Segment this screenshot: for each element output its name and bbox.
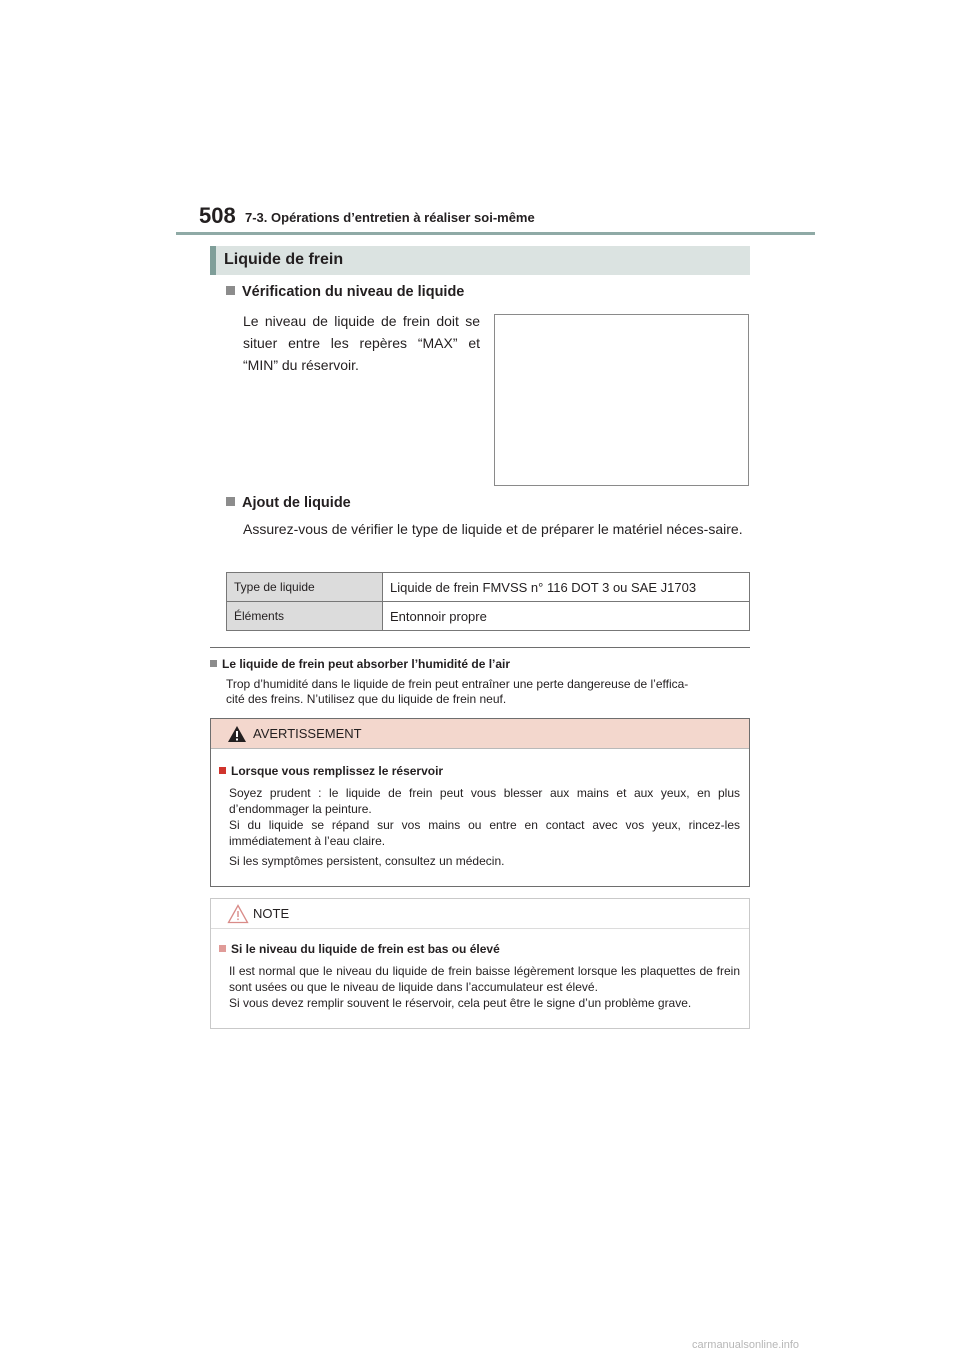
notice-subheading: [219, 942, 500, 956]
add-fluid-heading-text: Ajout de liquide: [242, 495, 351, 511]
page-number: 508: [199, 203, 236, 228]
check-level-text: Le niveau de liquide de frein doit se situer entre les repères “MAX” et “MIN” du réservoir.: [243, 313, 480, 373]
warning-paragraph: Si les symptômes persistent, consultez un médecin.: [229, 854, 505, 868]
add-fluid-text: Assurez-vous de vérifier le type de liquide et de préparer le matériel néces-saire.: [243, 521, 743, 537]
spec-table: [226, 572, 750, 631]
warning-subheading-text: Lorsque vous remplissez le réservoir: [231, 764, 444, 778]
caution-triangle-icon: [227, 904, 249, 924]
section-title: Liquide de frein: [224, 251, 344, 268]
section-divider: [210, 647, 750, 648]
info-note-heading-text: Le liquide de frein peut absorber l’humidité de l’air: [222, 657, 511, 671]
warning-paragraph: Si du liquide se répand sur vos mains ou entre en contact avec vos yeux, rincez-les immédiatement à l’eau claire.: [229, 818, 740, 848]
table-row: [227, 573, 750, 602]
info-note-heading: [210, 657, 510, 671]
reservoir-illustration-frame: [494, 314, 749, 486]
warning-header: [211, 719, 749, 749]
table-row: [227, 602, 750, 631]
table-label-cell: Type de liquide: [227, 573, 383, 602]
info-note-line: Trop d’humidité dans le liquide de frein peut entraîner une perte dangereuse de l’effica-: [226, 677, 689, 691]
warning-box: [210, 718, 750, 887]
table-label-cell: Éléments: [227, 602, 383, 631]
notice-subheading-text: Si le niveau du liquide de frein est bas ou élevé: [231, 942, 500, 956]
warning-subheading: [219, 764, 443, 778]
info-note-body: [226, 677, 750, 707]
header-rule: [176, 232, 815, 235]
warning-triangle-icon: [227, 725, 247, 743]
warning-title: AVERTISSEMENT: [253, 726, 362, 741]
watermark: carmanualsonline.info: [692, 1339, 800, 1351]
table-value-cell: Entonnoir propre: [383, 602, 750, 631]
table-value-cell: Liquide de frein FMVSS n° 116 DOT 3 ou SAE J1703: [383, 573, 750, 602]
notice-paragraph: Il est normal que le niveau du liquide de frein baisse légèrement lorsque les plaquettes de frein sont usées ou que le niveau de liquide dans l’accumulateur est élevé.: [229, 964, 740, 994]
notice-title: NOTE: [253, 906, 290, 921]
square-bullet-icon: [219, 767, 226, 774]
check-level-heading-text: Vérification du niveau de liquide: [242, 284, 465, 300]
chapter-title: 7-3. Opérations d’entretien à réaliser soi-même: [245, 210, 535, 225]
notice-header: [211, 899, 749, 929]
square-bullet-icon: [210, 660, 217, 667]
info-note-line: cité des freins. N’utilisez que du liquide de frein neuf.: [226, 692, 507, 706]
warning-paragraph: Soyez prudent : le liquide de frein peut vous blesser aux mains et aux yeux, en plus d’endommager la peinture.: [229, 786, 740, 816]
square-bullet-icon: [219, 945, 226, 952]
square-bullet-icon: [226, 497, 235, 506]
add-fluid-heading: [226, 495, 351, 511]
notice-paragraph: Si vous devez remplir souvent le réservoir, cela peut être le signe d’un problème grave.: [229, 996, 692, 1010]
section-title-bar: [210, 246, 750, 275]
square-bullet-icon: [226, 286, 235, 295]
notice-box: [210, 898, 750, 1029]
check-level-heading: [226, 284, 464, 300]
